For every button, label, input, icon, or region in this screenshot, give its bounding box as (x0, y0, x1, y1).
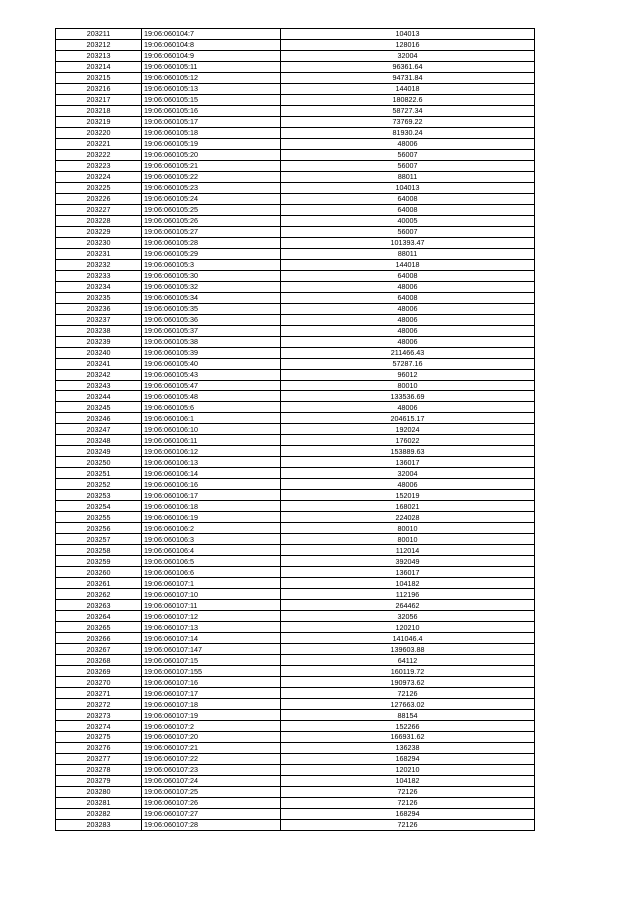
cell-value: 88011 (281, 171, 535, 182)
cell-cadastral-number: 19:06:060105:3 (142, 259, 281, 270)
cell-number: 203258 (56, 545, 142, 556)
table-row (56, 336, 535, 347)
cell-number: 203214 (56, 61, 142, 72)
cell-cadastral-number: 19:06:060106:18 (142, 501, 281, 512)
cell-cadastral-number: 19:06:060106:14 (142, 468, 281, 479)
cell-value: 136017 (281, 457, 535, 468)
cell-number: 203243 (56, 380, 142, 391)
table-row (56, 446, 535, 457)
table-row (56, 764, 535, 775)
cell-value: 144018 (281, 83, 535, 94)
cell-cadastral-number: 19:06:060107:25 (142, 786, 281, 797)
cell-number: 203245 (56, 402, 142, 413)
cell-number: 203229 (56, 226, 142, 237)
cell-number: 203251 (56, 468, 142, 479)
cell-number: 203260 (56, 567, 142, 578)
table-row (56, 270, 535, 281)
cell-value: 48006 (281, 402, 535, 413)
cell-value: 72126 (281, 786, 535, 797)
cell-number: 203217 (56, 94, 142, 105)
table-row (56, 402, 535, 413)
cell-number: 203219 (56, 116, 142, 127)
cell-number: 203268 (56, 655, 142, 666)
cell-number: 203273 (56, 710, 142, 721)
cell-value: 112014 (281, 545, 535, 556)
table-row (56, 248, 535, 259)
cell-value: 48006 (281, 336, 535, 347)
table-row (56, 556, 535, 567)
cell-number: 203212 (56, 39, 142, 50)
cell-cadastral-number: 19:06:060107:2 (142, 721, 281, 732)
cell-cadastral-number: 19:06:060107:24 (142, 775, 281, 786)
cell-value: 64008 (281, 193, 535, 204)
cell-cadastral-number: 19:06:060107:15 (142, 655, 281, 666)
cell-value: 80010 (281, 380, 535, 391)
cell-cadastral-number: 19:06:060105:25 (142, 204, 281, 215)
table-row (56, 29, 535, 40)
cell-value: 211466.43 (281, 347, 535, 358)
table-row (56, 797, 535, 808)
cell-cadastral-number: 19:06:060106:6 (142, 567, 281, 578)
cell-cadastral-number: 19:06:060107:26 (142, 797, 281, 808)
table-row (56, 435, 535, 446)
cell-value: 56007 (281, 149, 535, 160)
cell-value: 128016 (281, 39, 535, 50)
cell-value: 96012 (281, 369, 535, 380)
table-row (56, 94, 535, 105)
cell-cadastral-number: 19:06:060107:27 (142, 808, 281, 819)
cell-cadastral-number: 19:06:060105:43 (142, 369, 281, 380)
cell-number: 203280 (56, 786, 142, 797)
cell-cadastral-number: 19:06:060106:4 (142, 545, 281, 556)
cell-number: 203231 (56, 248, 142, 259)
cell-number: 203227 (56, 204, 142, 215)
cell-value: 136017 (281, 567, 535, 578)
cell-value: 81930.24 (281, 127, 535, 138)
cell-number: 203223 (56, 160, 142, 171)
table-row (56, 808, 535, 819)
cell-value: 112196 (281, 589, 535, 600)
table-row (56, 578, 535, 589)
cell-number: 203220 (56, 127, 142, 138)
cell-cadastral-number: 19:06:060105:47 (142, 380, 281, 391)
table-row (56, 424, 535, 435)
cell-number: 203213 (56, 50, 142, 61)
cell-value: 101393.47 (281, 237, 535, 248)
table-row (56, 710, 535, 721)
table-row (56, 204, 535, 215)
cell-cadastral-number: 19:06:060105:16 (142, 105, 281, 116)
cell-cadastral-number: 19:06:060107:17 (142, 688, 281, 699)
cell-value: 94731.84 (281, 72, 535, 83)
cell-cadastral-number: 19:06:060107:21 (142, 742, 281, 753)
table-row (56, 116, 535, 127)
cell-cadastral-number: 19:06:060105:40 (142, 358, 281, 369)
cell-number: 203281 (56, 797, 142, 808)
cell-value: 168294 (281, 753, 535, 764)
cell-number: 203234 (56, 281, 142, 292)
cell-number: 203266 (56, 633, 142, 644)
table-row (56, 149, 535, 160)
cell-cadastral-number: 19:06:060107:28 (142, 819, 281, 830)
table-row (56, 347, 535, 358)
cell-value: 88011 (281, 248, 535, 259)
cell-cadastral-number: 19:06:060105:28 (142, 237, 281, 248)
cell-cadastral-number: 19:06:060107:19 (142, 710, 281, 721)
cell-cadastral-number: 19:06:060105:18 (142, 127, 281, 138)
cell-value: 264462 (281, 600, 535, 611)
cell-cadastral-number: 19:06:060107:13 (142, 622, 281, 633)
cell-value: 104013 (281, 29, 535, 40)
table-row (56, 611, 535, 622)
cell-value: 104182 (281, 775, 535, 786)
table-row (56, 358, 535, 369)
cell-cadastral-number: 19:06:060105:35 (142, 303, 281, 314)
cell-value: 72126 (281, 688, 535, 699)
cell-number: 203263 (56, 600, 142, 611)
cell-number: 203228 (56, 215, 142, 226)
table-row (56, 721, 535, 732)
cell-value: 56007 (281, 226, 535, 237)
table-row (56, 633, 535, 644)
cell-cadastral-number: 19:06:060106:12 (142, 446, 281, 457)
cell-cadastral-number: 19:06:060107:10 (142, 589, 281, 600)
cell-number: 203279 (56, 775, 142, 786)
table-row (56, 490, 535, 501)
cell-number: 203252 (56, 479, 142, 490)
table-row (56, 61, 535, 72)
cell-number: 203240 (56, 347, 142, 358)
cell-cadastral-number: 19:06:060107:14 (142, 633, 281, 644)
table-row (56, 259, 535, 270)
table-row (56, 138, 535, 149)
cell-value: 144018 (281, 259, 535, 270)
table-row (56, 83, 535, 94)
cell-number: 203265 (56, 622, 142, 633)
table-row (56, 182, 535, 193)
cell-number: 203271 (56, 688, 142, 699)
cell-cadastral-number: 19:06:060107:16 (142, 677, 281, 688)
cell-number: 203235 (56, 292, 142, 303)
cell-number: 203226 (56, 193, 142, 204)
table-row (56, 292, 535, 303)
cell-value: 153889.63 (281, 446, 535, 457)
table-row (56, 303, 535, 314)
cell-cadastral-number: 19:06:060105:20 (142, 149, 281, 160)
table-row (56, 742, 535, 753)
cell-value: 72126 (281, 819, 535, 830)
cell-number: 203283 (56, 819, 142, 830)
table-row (56, 72, 535, 83)
cell-number: 203256 (56, 523, 142, 534)
table-row (56, 479, 535, 490)
cell-cadastral-number: 19:06:060104:7 (142, 29, 281, 40)
cell-number: 203248 (56, 435, 142, 446)
cell-value: 80010 (281, 523, 535, 534)
cell-value: 152019 (281, 490, 535, 501)
cell-value: 168021 (281, 501, 535, 512)
cell-cadastral-number: 19:06:060106:3 (142, 534, 281, 545)
cell-cadastral-number: 19:06:060105:29 (142, 248, 281, 259)
cell-value: 72126 (281, 797, 535, 808)
table-row (56, 534, 535, 545)
table-row (56, 281, 535, 292)
table-row (56, 567, 535, 578)
cell-cadastral-number: 19:06:060105:23 (142, 182, 281, 193)
cell-value: 392049 (281, 556, 535, 567)
cell-cadastral-number: 19:06:060106:13 (142, 457, 281, 468)
table-row (56, 753, 535, 764)
cell-cadastral-number: 19:06:060104:8 (142, 39, 281, 50)
cell-cadastral-number: 19:06:060105:30 (142, 270, 281, 281)
cell-value: 64112 (281, 655, 535, 666)
cell-value: 48006 (281, 138, 535, 149)
cell-cadastral-number: 19:06:060105:37 (142, 325, 281, 336)
cell-number: 203282 (56, 808, 142, 819)
cell-value: 64008 (281, 292, 535, 303)
cell-cadastral-number: 19:06:060105:34 (142, 292, 281, 303)
cell-number: 203254 (56, 501, 142, 512)
table-row (56, 545, 535, 556)
cell-value: 40005 (281, 215, 535, 226)
cell-cadastral-number: 19:06:060105:21 (142, 160, 281, 171)
table-row (56, 160, 535, 171)
cell-cadastral-number: 19:06:060106:19 (142, 512, 281, 523)
cell-value: 57287.16 (281, 358, 535, 369)
cell-cadastral-number: 19:06:060107:12 (142, 611, 281, 622)
cell-value: 80010 (281, 534, 535, 545)
cell-value: 32004 (281, 50, 535, 61)
cell-number: 203253 (56, 490, 142, 501)
cell-number: 203262 (56, 589, 142, 600)
table-row (56, 171, 535, 182)
cell-value: 136238 (281, 742, 535, 753)
table-row (56, 775, 535, 786)
cell-value: 168294 (281, 808, 535, 819)
cell-value: 96361.64 (281, 61, 535, 72)
cell-value: 64008 (281, 270, 535, 281)
cell-number: 203247 (56, 424, 142, 435)
cell-value: 56007 (281, 160, 535, 171)
cell-cadastral-number: 19:06:060105:17 (142, 116, 281, 127)
table-row (56, 226, 535, 237)
cell-cadastral-number: 19:06:060105:38 (142, 336, 281, 347)
cell-value: 224028 (281, 512, 535, 523)
cell-value: 32056 (281, 611, 535, 622)
cell-number: 203270 (56, 677, 142, 688)
cell-cadastral-number: 19:06:060106:2 (142, 523, 281, 534)
cell-number: 203277 (56, 753, 142, 764)
cell-cadastral-number: 19:06:060107:147 (142, 644, 281, 655)
cell-value: 64008 (281, 204, 535, 215)
cell-cadastral-number: 19:06:060106:17 (142, 490, 281, 501)
cell-cadastral-number: 19:06:060105:27 (142, 226, 281, 237)
table-row (56, 819, 535, 830)
cell-value: 139603.88 (281, 644, 535, 655)
cell-number: 203238 (56, 325, 142, 336)
cell-value: 58727.34 (281, 105, 535, 116)
table-row (56, 39, 535, 50)
table-body (56, 29, 535, 831)
cell-value: 166931.62 (281, 732, 535, 743)
cell-number: 203218 (56, 105, 142, 116)
cell-cadastral-number: 19:06:060106:1 (142, 413, 281, 424)
table-row (56, 380, 535, 391)
cell-value: 192024 (281, 424, 535, 435)
table-row (56, 50, 535, 61)
cell-cadastral-number: 19:06:060105:36 (142, 314, 281, 325)
cell-number: 203249 (56, 446, 142, 457)
cell-value: 133536.69 (281, 391, 535, 402)
cell-cadastral-number: 19:06:060105:24 (142, 193, 281, 204)
cell-number: 203244 (56, 391, 142, 402)
cell-number: 203272 (56, 699, 142, 710)
cell-number: 203236 (56, 303, 142, 314)
cell-value: 141046.4 (281, 633, 535, 644)
cell-number: 203242 (56, 369, 142, 380)
table-row (56, 688, 535, 699)
table-row (56, 666, 535, 677)
cell-number: 203221 (56, 138, 142, 149)
cell-value: 104182 (281, 578, 535, 589)
cell-cadastral-number: 19:06:060104:9 (142, 50, 281, 61)
cell-cadastral-number: 19:06:060105:48 (142, 391, 281, 402)
cell-number: 203246 (56, 413, 142, 424)
table-row (56, 655, 535, 666)
cell-number: 203261 (56, 578, 142, 589)
cell-number: 203259 (56, 556, 142, 567)
table-row (56, 391, 535, 402)
cell-cadastral-number: 19:06:060107:155 (142, 666, 281, 677)
cell-number: 203257 (56, 534, 142, 545)
cell-number: 203222 (56, 149, 142, 160)
table-row (56, 457, 535, 468)
cell-cadastral-number: 19:06:060106:10 (142, 424, 281, 435)
cell-cadastral-number: 19:06:060105:26 (142, 215, 281, 226)
cell-number: 203215 (56, 72, 142, 83)
table-row (56, 644, 535, 655)
table-row (56, 512, 535, 523)
cell-cadastral-number: 19:06:060105:22 (142, 171, 281, 182)
cell-value: 190973.62 (281, 677, 535, 688)
cell-number: 203264 (56, 611, 142, 622)
cell-number: 203255 (56, 512, 142, 523)
cell-number: 203267 (56, 644, 142, 655)
cell-number: 203241 (56, 358, 142, 369)
cell-value: 160119.72 (281, 666, 535, 677)
table-row (56, 501, 535, 512)
cell-cadastral-number: 19:06:060106:11 (142, 435, 281, 446)
cell-value: 204615.17 (281, 413, 535, 424)
cell-number: 203230 (56, 237, 142, 248)
table-row (56, 105, 535, 116)
table-row (56, 314, 535, 325)
cell-cadastral-number: 19:06:060107:23 (142, 764, 281, 775)
cell-number: 203232 (56, 259, 142, 270)
cell-number: 203239 (56, 336, 142, 347)
table-row (56, 369, 535, 380)
cell-cadastral-number: 19:06:060105:11 (142, 61, 281, 72)
cell-value: 48006 (281, 314, 535, 325)
cell-number: 203225 (56, 182, 142, 193)
table-row (56, 325, 535, 336)
cell-number: 203237 (56, 314, 142, 325)
data-table (55, 28, 535, 831)
cell-cadastral-number: 19:06:060107:11 (142, 600, 281, 611)
cell-number: 203276 (56, 742, 142, 753)
cell-value: 48006 (281, 479, 535, 490)
table-row (56, 127, 535, 138)
cell-cadastral-number: 19:06:060107:1 (142, 578, 281, 589)
cell-value: 127663.02 (281, 699, 535, 710)
cell-number: 203211 (56, 29, 142, 40)
cell-value: 48006 (281, 303, 535, 314)
cell-number: 203274 (56, 721, 142, 732)
cell-value: 88154 (281, 710, 535, 721)
table-row (56, 677, 535, 688)
cell-value: 120210 (281, 622, 535, 633)
table-row (56, 622, 535, 633)
cell-cadastral-number: 19:06:060105:32 (142, 281, 281, 292)
cell-value: 73769.22 (281, 116, 535, 127)
cell-number: 203278 (56, 764, 142, 775)
cell-cadastral-number: 19:06:060106:5 (142, 556, 281, 567)
table-row (56, 215, 535, 226)
cell-number: 203224 (56, 171, 142, 182)
table-row (56, 786, 535, 797)
cell-cadastral-number: 19:06:060107:20 (142, 732, 281, 743)
table-row (56, 589, 535, 600)
cell-value: 120210 (281, 764, 535, 775)
cell-cadastral-number: 19:06:060105:19 (142, 138, 281, 149)
cell-value: 32004 (281, 468, 535, 479)
cell-cadastral-number: 19:06:060106:16 (142, 479, 281, 490)
cell-cadastral-number: 19:06:060107:18 (142, 699, 281, 710)
table-row (56, 193, 535, 204)
cell-value: 48006 (281, 281, 535, 292)
cell-number: 203233 (56, 270, 142, 281)
cell-number: 203275 (56, 732, 142, 743)
cell-number: 203250 (56, 457, 142, 468)
table-row (56, 523, 535, 534)
cell-cadastral-number: 19:06:060105:13 (142, 83, 281, 94)
table-row (56, 468, 535, 479)
cell-value: 180822.6 (281, 94, 535, 105)
cell-cadastral-number: 19:06:060105:12 (142, 72, 281, 83)
cell-number: 203216 (56, 83, 142, 94)
cell-cadastral-number: 19:06:060107:22 (142, 753, 281, 764)
table-row (56, 600, 535, 611)
table-row (56, 699, 535, 710)
cell-value: 152266 (281, 721, 535, 732)
cell-value: 176022 (281, 435, 535, 446)
cell-value: 104013 (281, 182, 535, 193)
cell-cadastral-number: 19:06:060105:6 (142, 402, 281, 413)
table-row (56, 237, 535, 248)
cell-number: 203269 (56, 666, 142, 677)
cell-cadastral-number: 19:06:060105:15 (142, 94, 281, 105)
table-row (56, 413, 535, 424)
cell-value: 48006 (281, 325, 535, 336)
table-row (56, 732, 535, 743)
cell-cadastral-number: 19:06:060105:39 (142, 347, 281, 358)
